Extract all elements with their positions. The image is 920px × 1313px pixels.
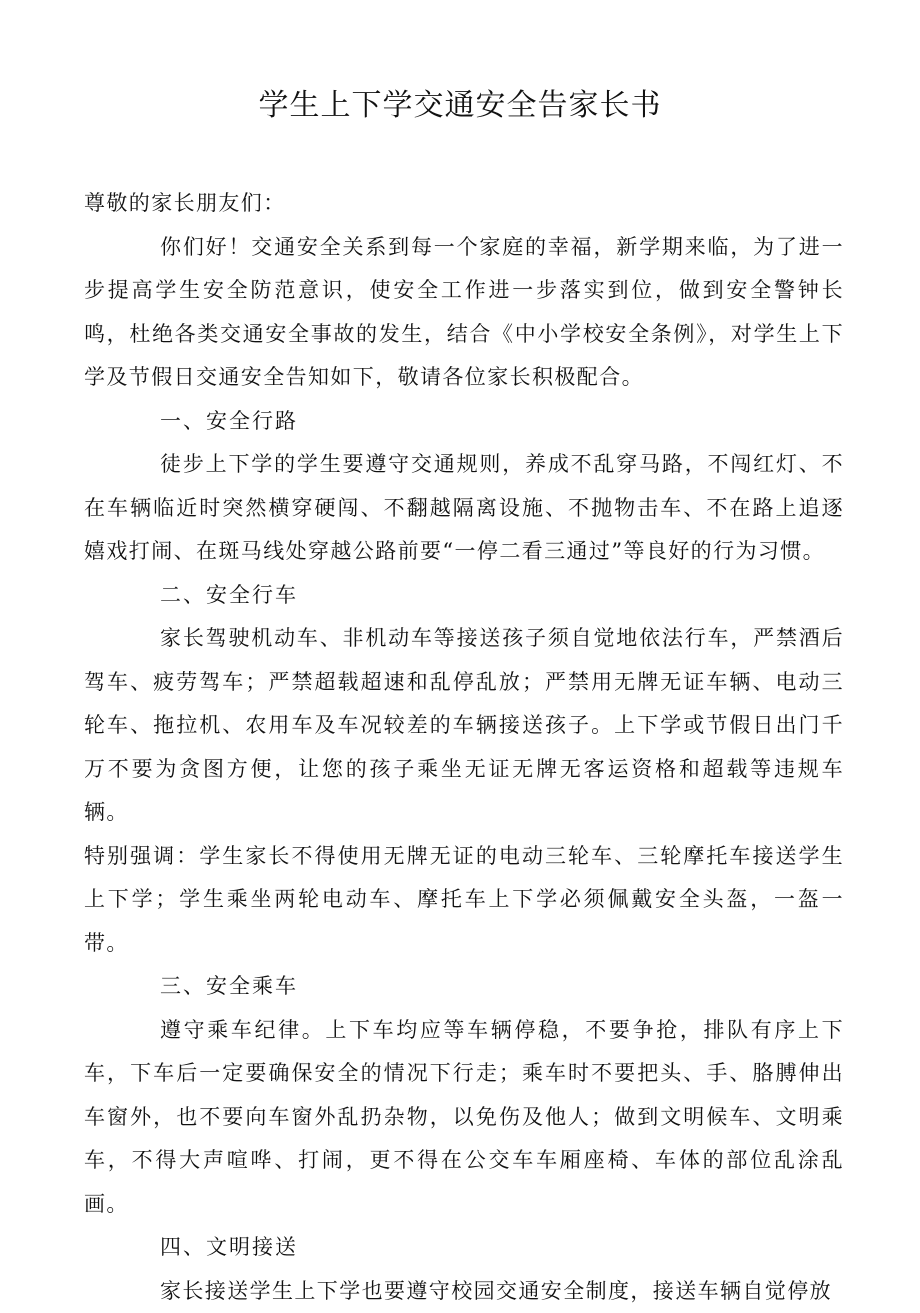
section-riding-paragraph: 遵守乘车纪律。上下车均应等车辆停稳，不要争抢，排队有序上下车，下车后一定要确保安全的情况下行走；乘车时不要把头、手、胳膊伸出车窗外，也不要向车窗外乱扔杂物，以免伤及他人；做到文明候车、文明乘车，不得大声喧哗、打闹，更不得在公交车车厢座椅、车体的部位乱涂乱画。 [84, 1009, 844, 1227]
section-pickup-paragraph: 家长接送学生上下学也要遵守校园交通安全制度，接送车辆自觉停放 [84, 1270, 844, 1313]
section-driving-special-note: 特别强调：学生家长不得使用无牌无证的电动三轮车、三轮摩托车接送学生上下学；学生乘坐两轮电动车、摩托车上下学必须佩戴安全头盔，一盔一带。 [84, 835, 844, 966]
document-title: 学生上下学交通安全告家长书 [0, 86, 920, 126]
intro-paragraph: 你们好！交通安全关系到每一个家庭的幸福，新学期来临，为了进一步提高学生安全防范意识，使安全工作进一步落实到位，做到安全警钟长鸣，杜绝各类交通安全事故的发生，结合《中小学校安全条例》，对学生上下学及节假日交通安全告知如下，敬请各位家长积极配合。 [84, 226, 844, 400]
section-driving-paragraph: 家长驾驶机动车、非机动车等接送孩子须自觉地依法行车，严禁酒后驾车、疲劳驾车；严禁超载超速和乱停乱放；严禁用无牌无证车辆、电动三轮车、拖拉机、农用车及车况较差的车辆接送孩子。上下学或节假日出门千万不要为贪图方便，让您的孩子乘坐无证无牌无客运资格和超载等违规车辆。 [84, 617, 844, 835]
section-heading-riding: 三、安全乘车 [84, 965, 844, 1009]
document-body [84, 182, 844, 1313]
section-heading-walking: 一、安全行路 [84, 400, 844, 444]
section-heading-driving: 二、安全行车 [84, 574, 844, 618]
section-walking-paragraph: 徒步上下学的学生要遵守交通规则，养成不乱穿马路，不闯红灯、不在车辆临近时突然横穿硬闯、不翻越隔离设施、不抛物击车、不在路上追逐嬉戏打闹、在斑马线处穿越公路前要“一停二看三通过”等良好的行为习惯。 [84, 443, 844, 574]
section-heading-pickup: 四、文明接送 [84, 1226, 844, 1270]
salutation: 尊敬的家长朋友们： [84, 182, 844, 226]
